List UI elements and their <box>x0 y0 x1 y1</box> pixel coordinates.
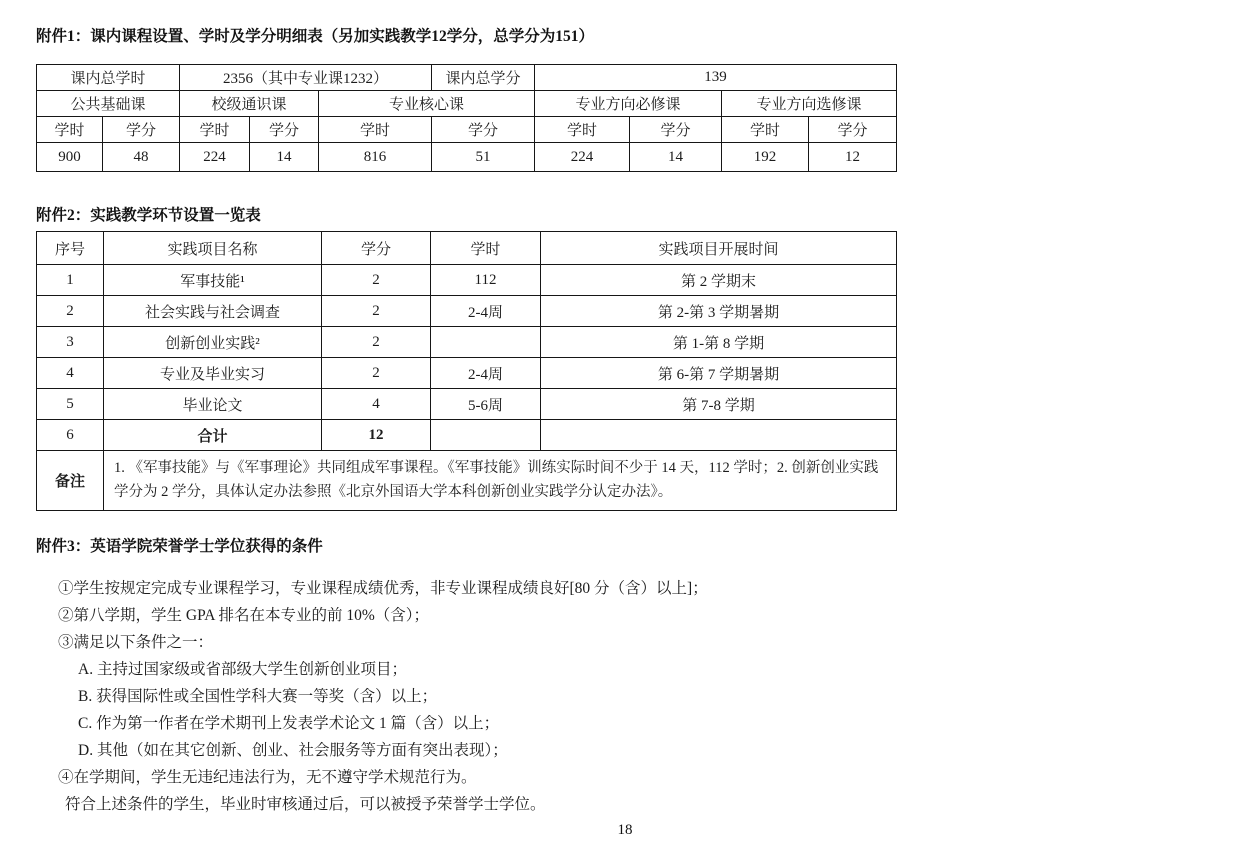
credits-header: 学分 <box>630 117 722 143</box>
cell-index: 4 <box>37 358 104 389</box>
value-cell: 224 <box>535 143 630 172</box>
category-general: 校级通识课 <box>180 91 319 117</box>
cell-project: 军事技能¹ <box>104 265 322 296</box>
table-total-row <box>37 420 897 451</box>
cell-time <box>541 420 897 451</box>
cell-time: 第 1-第 8 学期 <box>541 327 897 358</box>
col-header-credits: 学分 <box>322 232 431 265</box>
cell-credits: 2 <box>322 358 431 389</box>
hours-header: 学时 <box>37 117 103 143</box>
col-header-time: 实践项目开展时间 <box>541 232 897 265</box>
table-row <box>37 327 897 358</box>
condition-item-2: ②第八学期，学生 GPA 排名在本专业的前 10%（含）； <box>58 607 430 624</box>
cell-time: 第 7-8 学期 <box>541 389 897 420</box>
value-cell: 816 <box>319 143 432 172</box>
cell-total-label: 合计 <box>104 420 322 451</box>
value-cell: 14 <box>630 143 722 172</box>
cell-time: 第 2-第 3 学期暑期 <box>541 296 897 327</box>
cell-credits: 2 <box>322 265 431 296</box>
value-cell: 48 <box>103 143 180 172</box>
category-public-basic: 公共基础课 <box>37 91 180 117</box>
hours-header: 学时 <box>180 117 250 143</box>
condition-item-1: ①学生按规定完成专业课程学习，专业课程成绩优秀，非专业课程成绩良好[80 分（含）以上]； <box>58 580 708 597</box>
col-header-hours: 学时 <box>431 232 541 265</box>
cell-credits: 2 <box>322 296 431 327</box>
cell-hours: 5-6周 <box>431 389 541 420</box>
cell-project: 社会实践与社会调查 <box>104 296 322 327</box>
hours-header: 学时 <box>535 117 630 143</box>
total-credits-label: 课内总学分 <box>432 65 535 91</box>
credits-header: 学分 <box>432 117 535 143</box>
value-cell: 14 <box>250 143 319 172</box>
cell-time: 第 6-第 7 学期暑期 <box>541 358 897 389</box>
condition-subitem-c: C. 作为第一作者在学术期刊上发表学术论文 1 篇（含）以上； <box>78 715 500 732</box>
table-row <box>37 296 897 327</box>
credits-header: 学分 <box>103 117 180 143</box>
cell-index: 3 <box>37 327 104 358</box>
attachment2-practice-table <box>36 231 897 511</box>
table-row <box>37 358 897 389</box>
table-row <box>37 91 897 117</box>
cell-time: 第 2 学期末 <box>541 265 897 296</box>
col-header-project: 实践项目名称 <box>104 232 322 265</box>
cell-project: 创新创业实践² <box>104 327 322 358</box>
cell-index: 5 <box>37 389 104 420</box>
hours-header: 学时 <box>319 117 432 143</box>
table-row <box>37 265 897 296</box>
cell-project: 毕业论文 <box>104 389 322 420</box>
attachment3-body <box>36 575 900 818</box>
credits-header: 学分 <box>809 117 897 143</box>
table-row <box>37 65 897 91</box>
attachment1-title: 附件1：课内课程设置、学时及学分明细表（另加实践教学12学分，总学分为151） <box>36 28 595 45</box>
condition-item-4: ④在学期间，学生无违纪违法行为，无不遵守学术规范行为。 <box>58 769 477 786</box>
cell-index: 2 <box>37 296 104 327</box>
cell-hours <box>431 420 541 451</box>
condition-subitem-d: D. 其他（如在其它创新、创业、社会服务等方面有突出表现）； <box>78 742 508 759</box>
remark-text: 1. 《军事技能》与《军事理论》共同组成军事课程。《军事技能》训练实际时间不少于 14 天，112 学时；2. 创新创业实践学分为 2 学分，具体认定办法参照《北京外国语大学本科创新创业实践学分认定办法》。 <box>104 451 897 511</box>
cell-project: 专业及毕业实习 <box>104 358 322 389</box>
cell-hours <box>431 327 541 358</box>
table-row <box>37 389 897 420</box>
remark-label: 备注 <box>37 451 104 511</box>
col-header-index: 序号 <box>37 232 104 265</box>
value-cell: 224 <box>180 143 250 172</box>
total-hours-value: 2356（其中专业课1232） <box>180 65 432 91</box>
category-required: 专业方向必修课 <box>535 91 722 117</box>
cell-total-credits: 12 <box>322 420 431 451</box>
total-credits-value: 139 <box>535 65 897 91</box>
table-header-row <box>37 232 897 265</box>
cell-hours: 2-4周 <box>431 358 541 389</box>
attachment2-title: 附件2：实践教学环节设置一览表 <box>36 207 261 224</box>
attachment3-title: 附件3：英语学院荣誉学士学位获得的条件 <box>36 538 323 555</box>
cell-hours: 2-4周 <box>431 296 541 327</box>
cell-index: 6 <box>37 420 104 451</box>
value-cell: 51 <box>432 143 535 172</box>
hours-header: 学时 <box>722 117 809 143</box>
value-cell: 900 <box>37 143 103 172</box>
cell-credits: 2 <box>322 327 431 358</box>
condition-subitem-b: B. 获得国际性或全国性学科大赛一等奖（含）以上； <box>78 688 438 705</box>
table-remark-row <box>37 451 897 511</box>
value-cell: 192 <box>722 143 809 172</box>
credits-header: 学分 <box>250 117 319 143</box>
table-row <box>37 143 897 172</box>
condition-subitem-a: A. 主持过国家级或省部级大学生创新创业项目； <box>78 661 407 678</box>
category-elective: 专业方向选修课 <box>722 91 897 117</box>
cell-credits: 4 <box>322 389 431 420</box>
table-row <box>37 117 897 143</box>
category-core: 专业核心课 <box>319 91 535 117</box>
value-cell: 12 <box>809 143 897 172</box>
closing-sentence: 符合上述条件的学生，毕业时审核通过后，可以被授予荣誉学士学位。 <box>65 796 546 813</box>
page-number: 18 <box>617 822 633 838</box>
cell-index: 1 <box>37 265 104 296</box>
cell-hours: 112 <box>431 265 541 296</box>
condition-item-3: ③满足以下条件之一： <box>58 634 214 651</box>
total-hours-label: 课内总学时 <box>37 65 180 91</box>
attachment1-course-table <box>36 64 897 172</box>
